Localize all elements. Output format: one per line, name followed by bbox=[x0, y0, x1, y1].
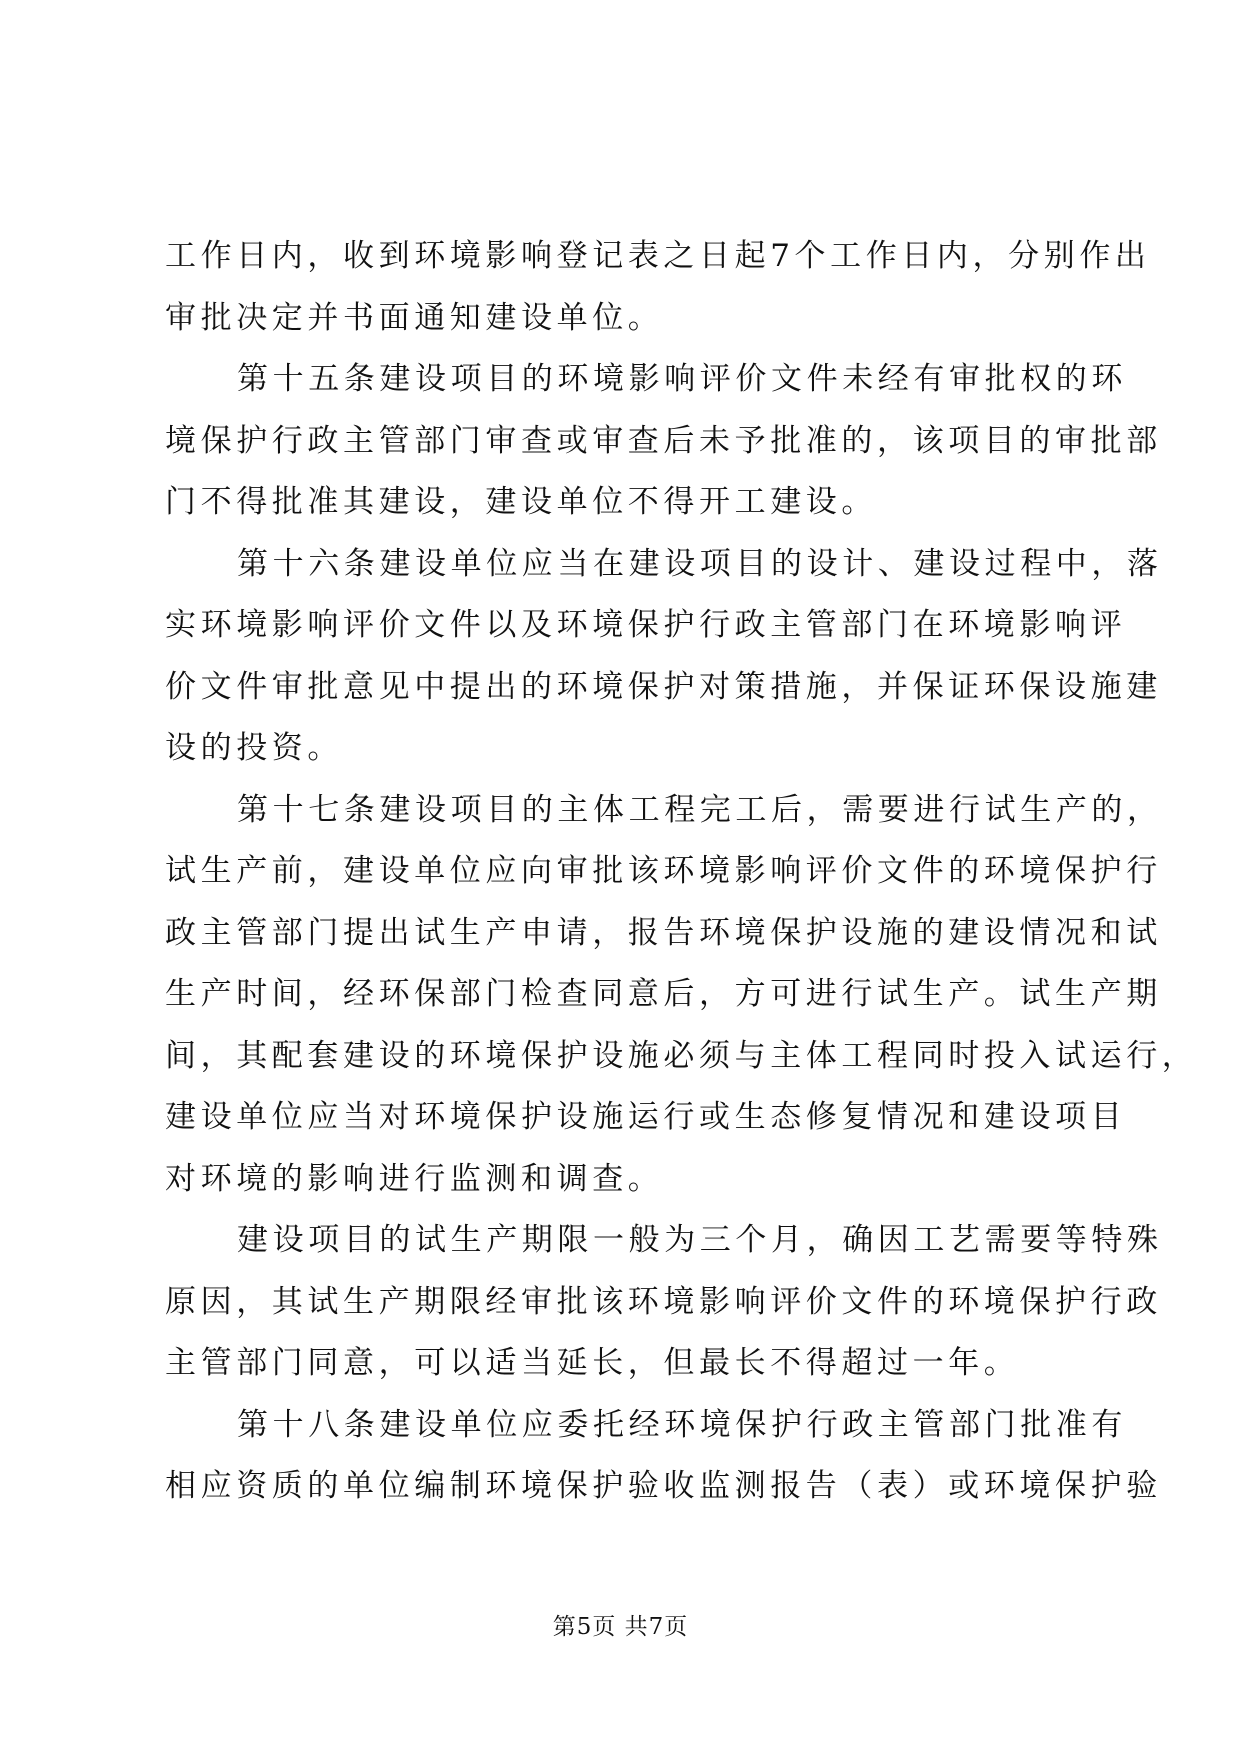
text-line: 间，其配套建设的环境保护设施必须与主体工程同时投入试运行， bbox=[165, 1037, 1198, 1074]
text-line: 第十八条建设单位应委托经环境保护行政主管部门批准有 bbox=[237, 1406, 1127, 1443]
text-line: 生产时间，经环保部门检查同意后，方可进行试生产。试生产期 bbox=[165, 976, 1162, 1012]
text-line: 工作日内，收到环境影响登记表之日起7个工作日内，分别作出 bbox=[165, 238, 1151, 274]
text-line: 境保护行政主管部门审查或审查后未予批准的，该项目的审批部 bbox=[165, 422, 1162, 459]
text-line: 建设项目的试生产期限一般为三个月，确因工艺需要等特殊 bbox=[237, 1222, 1163, 1258]
text-line: 试生产前，建设单位应向审批该环境影响评价文件的环境保护行 bbox=[165, 853, 1162, 889]
text-line: 第十五条建设项目的环境影响评价文件未经有审批权的环 bbox=[237, 361, 1127, 397]
document-body bbox=[165, 226, 1198, 1518]
text-line: 第十七条建设项目的主体工程完工后，需要进行试生产的， bbox=[237, 791, 1163, 828]
text-line: 相应资质的单位编制环境保护验收监测报告（表）或环境保护验 bbox=[165, 1468, 1162, 1504]
text-line: 原因，其试生产期限经审批该环境影响评价文件的环境保护行政 bbox=[165, 1283, 1162, 1320]
page-footer: 第5页 共7页 bbox=[552, 1614, 689, 1640]
text-line: 主管部门同意，可以适当延长，但最长不得超过一年。 bbox=[165, 1345, 1020, 1381]
text-line: 第十六条建设单位应当在建设项目的设计、建设过程中，落 bbox=[237, 545, 1163, 582]
text-line: 实环境影响评价文件以及环境保护行政主管部门在环境影响评 bbox=[165, 607, 1127, 643]
text-line: 设的投资。 bbox=[165, 730, 343, 766]
text-line: 审批决定并书面通知建设单位。 bbox=[165, 299, 664, 336]
text-line: 建设单位应当对环境保护设施运行或生态修复情况和建设项目 bbox=[165, 1099, 1127, 1135]
text-line: 价文件审批意见中提出的环境保护对策措施，并保证环保设施建 bbox=[165, 668, 1162, 705]
text-line: 门不得批准其建设，建设单位不得开工建设。 bbox=[165, 484, 877, 520]
text-line: 政主管部门提出试生产申请，报告环境保护设施的建设情况和试 bbox=[165, 914, 1162, 951]
text-line: 对环境的影响进行监测和调查。 bbox=[165, 1160, 664, 1197]
